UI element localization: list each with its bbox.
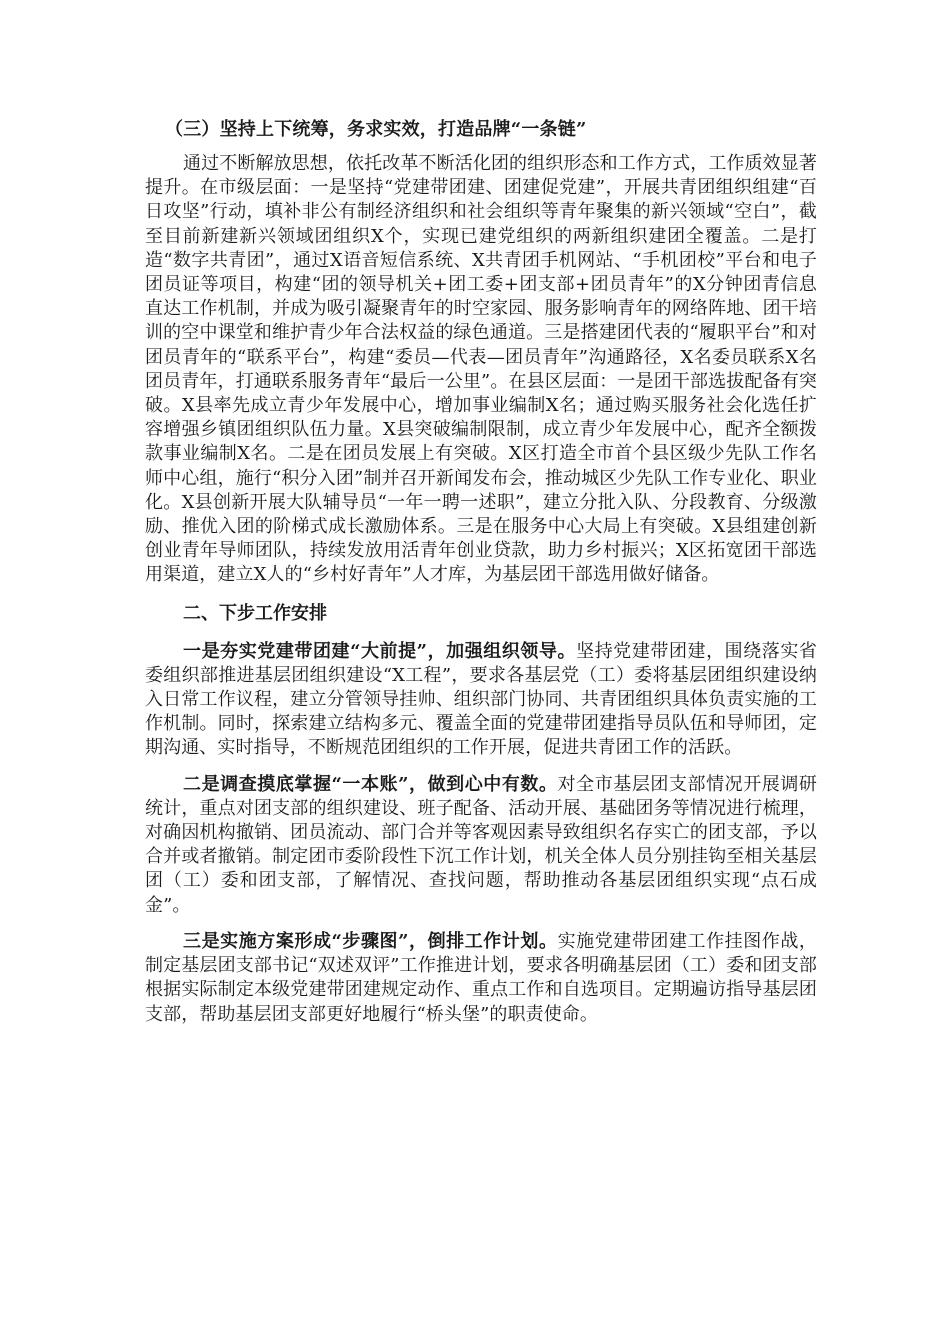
work-item-1-lead: 一是夯实党建带团建“大前提”，加强组织领导。 bbox=[183, 640, 577, 662]
document-content bbox=[145, 118, 817, 1039]
work-item-1 bbox=[145, 640, 817, 761]
work-item-1-body: 坚持党建带团建，围绕落实省委组织部推进基层团组织建设“X工程”，要求各基层党（工）委将基层团组织建设纳入日常工作议程，建立分管领导挂帅、组织部门协同、共青团组织具体负责实施的工作机制。同时，探索建立结构多元、覆盖全面的党建带团建指导员队伍和导师团，定期沟通、实时指导，不断规范团组织的工作开展，促进共青团工作的活跃。 bbox=[145, 640, 817, 759]
work-item-3 bbox=[145, 930, 817, 1027]
work-item-2-body: 对全市基层团支部情况开展调研统计，重点对团支部的组织建设、班子配备、活动开展、基础团务等情况进行梳理，对确因机构撤销、团员流动、部门合并等客观因素导致组织名存实亡的团支部，予以合并或者撤销。制定团市委阶段性下沉工作计划，机关全体人员分别挂钩至相关基层团（工）委和团支部，了解情况、查找问题，帮助推动各基层团组织实现“点石成金”。 bbox=[145, 773, 817, 916]
section-two-heading: 二、下步工作安排 bbox=[183, 602, 327, 624]
paragraph-three: 通过不断解放思想，依托改革不断活化团的组织形态和工作方式，工作质效显著提升。在市级层面：一是坚持“党建带团建、团建促党建”，开展共青团组织组建“百日攻坚”行动，填补非公有制经济组织和社会组织等青年聚集的新兴领域“空白”，截至目前新建新兴领域团组织X个，实现已建党组织的两新组织建团全覆盖。二是打造“数字共青团”，通过X语音短信系统、X共青团手机网站、“手机团校”平台和电子团员证等项目，构建“团的领导机关+团工委+团支部+团员青年”的X分钟团青信息直达工作机制，并成为吸引凝聚青年的时空家园、服务影响青年的网络阵地、团干培训的空中课堂和维护青少年合法权益的绿色通道。三是搭建团代表的“履职平台”和对团员青年的“联系平台”，构建“委员—代表—团员青年”沟通路径，X名委员联系X名团员青年，打通联系服务青年“最后一公里”。在县区层面：一是团干部选拔配备有突破。X县率先成立青少年发展中心，增加事业编制X名；通过购买服务社会化选任扩容增强乡镇团组织队伍力量。X县突破编制限制，成立青少年发展中心，配齐全额拨款事业编制X名。二是在团员发展上有突破。X区打造全市首个县区级少先队工作名师中心组，施行“积分入团”制并召开新闻发布会，推动城区少先队工作专业化、职业化。X县创新开展大队辅导员“一年一聘一述职”，建立分批入队、分段教育、分级激励、推优入团的阶梯式成长激励体系。三是在服务中心大局上有突破。X县组建创新创业青年导师团队，持续发放用活青年创业贷款，助力乡村振兴；X区拓宽团干部选用渠道，建立X人的“乡村好青年”人才库，为基层团干部选用做好储备。 bbox=[145, 153, 817, 586]
work-item-3-body: 实施党建带团建工作挂图作战，制定基层团支部书记“双述双评”工作推进计划，要求各明确基层团（工）委和团支部根据实际制定本级党建带团建规定动作、重点工作和自选项目。定期遍访指导基层团支部，帮助基层团支部更好地履行“桥头堡”的职责使命。 bbox=[145, 930, 817, 1025]
work-item-2 bbox=[145, 773, 817, 918]
work-item-2-lead: 二是调查摸底掌握“一本账”，做到心中有数。 bbox=[183, 773, 558, 795]
work-item-3-lead: 三是实施方案形成“步骤图”，倒排工作计划。 bbox=[183, 930, 558, 952]
subheading-three: （三）坚持上下统筹，务求实效，打造品牌“一条链” bbox=[165, 119, 587, 140]
